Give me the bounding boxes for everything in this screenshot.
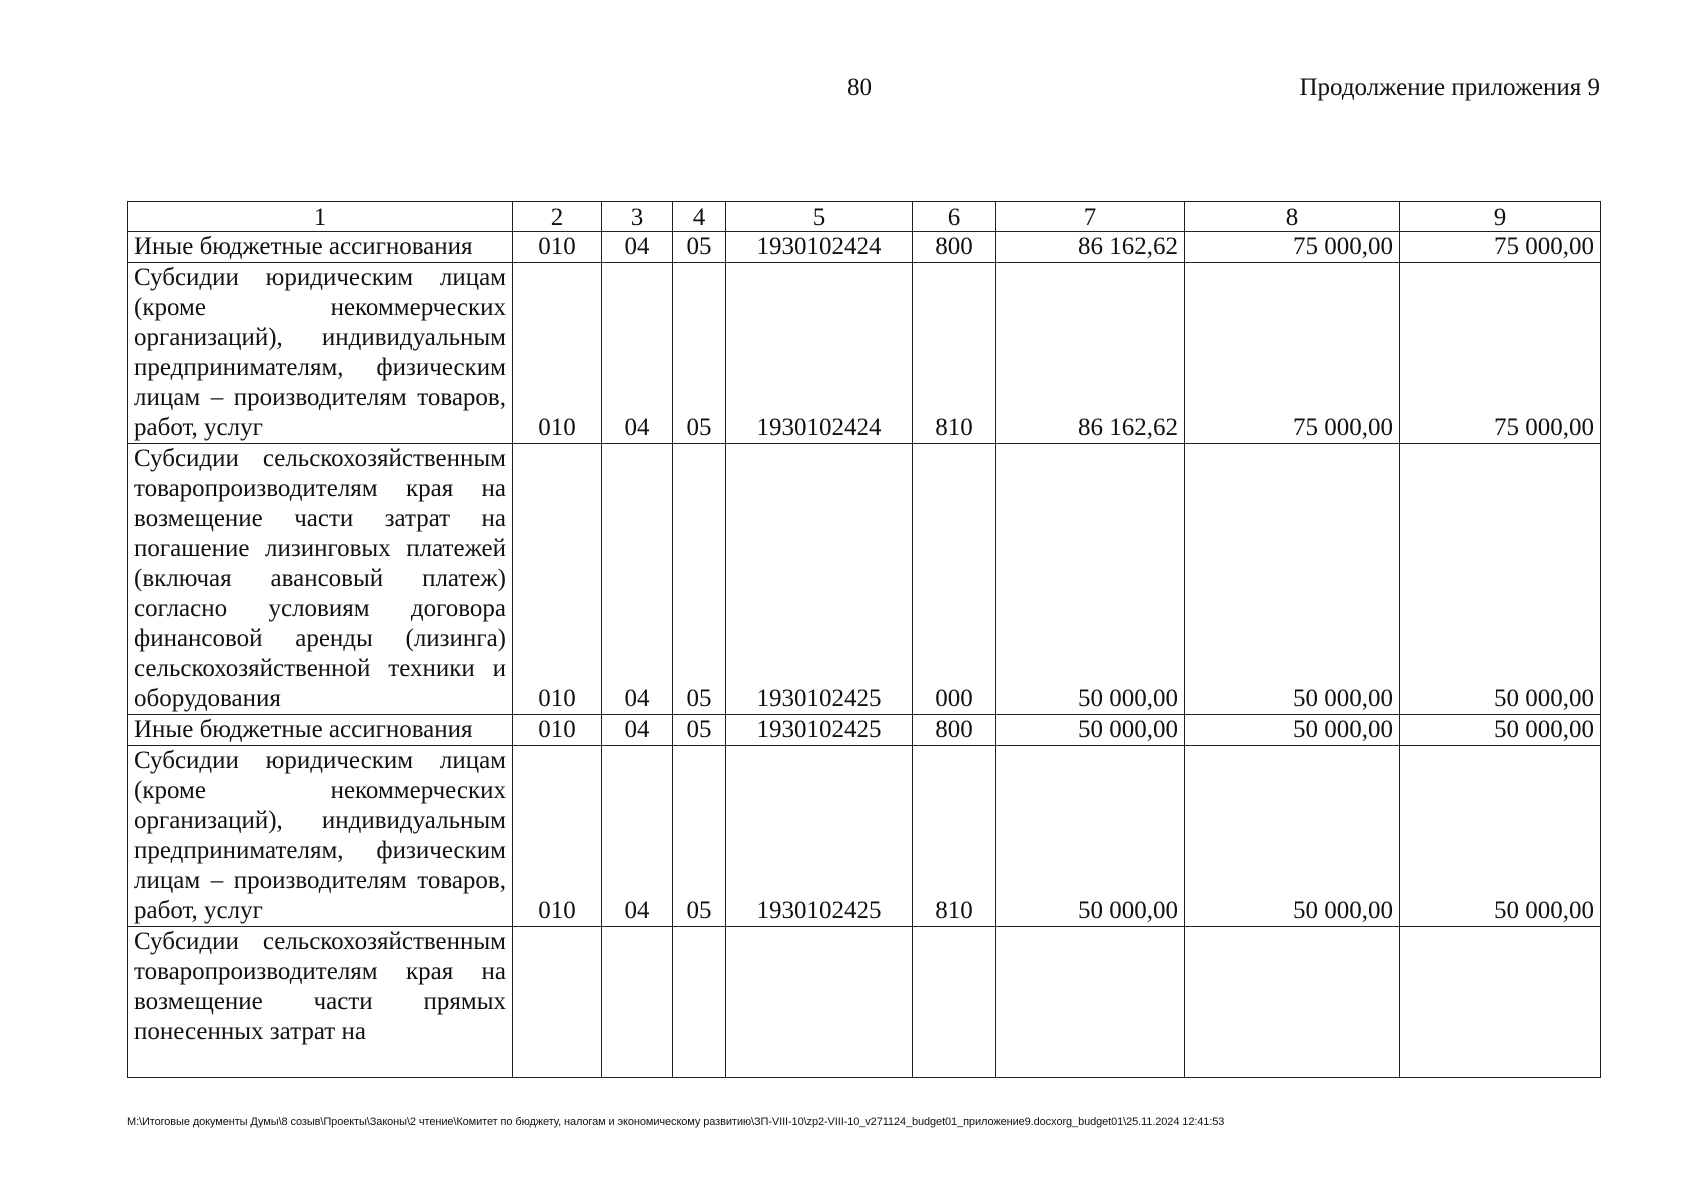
section-code-cell: 04 — [602, 444, 673, 715]
section-code-cell: 04 — [602, 746, 673, 927]
subsection-code-cell: 05 — [673, 715, 726, 746]
budget-table — [127, 201, 1601, 1078]
amount-col8-cell: 75 000,00 — [1185, 263, 1400, 444]
ministry-code-cell: 010 — [513, 746, 602, 927]
ministry-code-cell: 010 — [513, 444, 602, 715]
subsection-code-cell — [673, 927, 726, 1078]
amount-col8-cell: 50 000,00 — [1185, 746, 1400, 927]
subsection-code-cell: 05 — [673, 444, 726, 715]
section-code-cell: 04 — [602, 232, 673, 263]
expense-name-cell: Субсидии юридическим лицам (кроме некоммерческих организаций), индивидуальным предпринимателям, физическим лицам – производителям товаров, работ, услуг — [128, 746, 513, 927]
expense-type-cell: 800 — [913, 715, 996, 746]
ministry-code-cell: 010 — [513, 263, 602, 444]
amount-col8-cell — [1185, 927, 1400, 1078]
target-article-cell: 1930102424 — [726, 232, 913, 263]
column-number-row — [128, 202, 1601, 232]
table-row — [128, 746, 1601, 927]
expense-type-cell: 800 — [913, 232, 996, 263]
target-article-cell: 1930102425 — [726, 444, 913, 715]
column-header: 3 — [602, 202, 673, 232]
amount-col9-cell: 50 000,00 — [1400, 746, 1601, 927]
amount-col7-cell: 50 000,00 — [996, 444, 1185, 715]
target-article-cell: 1930102425 — [726, 715, 913, 746]
expense-type-cell: 810 — [913, 746, 996, 927]
expense-type-cell: 810 — [913, 263, 996, 444]
target-article-cell — [726, 927, 913, 1078]
column-header: 8 — [1185, 202, 1400, 232]
target-article-cell: 1930102425 — [726, 746, 913, 927]
page-number: 80 — [847, 74, 872, 101]
table-row — [128, 715, 1601, 746]
amount-col8-cell: 75 000,00 — [1185, 232, 1400, 263]
subsection-code-cell: 05 — [673, 746, 726, 927]
amount-col9-cell: 75 000,00 — [1400, 232, 1601, 263]
section-code-cell: 04 — [602, 263, 673, 444]
expense-name-cell: Иные бюджетные ассигнования — [128, 715, 513, 746]
expense-type-cell — [913, 927, 996, 1078]
table-row — [128, 444, 1601, 715]
ministry-code-cell: 010 — [513, 232, 602, 263]
amount-col7-cell: 86 162,62 — [996, 232, 1185, 263]
amount-col9-cell — [1400, 927, 1601, 1078]
column-header: 1 — [128, 202, 513, 232]
expense-name-cell: Субсидии сельскохозяйственным товаропроизводителям края на возмещение части прямых понесенных затрат на — [128, 927, 513, 1078]
column-header: 7 — [996, 202, 1185, 232]
section-code-cell: 04 — [602, 715, 673, 746]
column-header: 6 — [913, 202, 996, 232]
amount-col9-cell: 50 000,00 — [1400, 444, 1601, 715]
amount-col8-cell: 50 000,00 — [1185, 715, 1400, 746]
amount-col7-cell: 86 162,62 — [996, 263, 1185, 444]
expense-type-cell: 000 — [913, 444, 996, 715]
ministry-code-cell — [513, 927, 602, 1078]
table-row — [128, 232, 1601, 263]
amount-col7-cell — [996, 927, 1185, 1078]
subsection-code-cell: 05 — [673, 263, 726, 444]
table-row — [128, 263, 1601, 444]
amount-col8-cell: 50 000,00 — [1185, 444, 1400, 715]
expense-name-cell: Иные бюджетные ассигнования — [128, 232, 513, 263]
ministry-code-cell: 010 — [513, 715, 602, 746]
amount-col9-cell: 50 000,00 — [1400, 715, 1601, 746]
target-article-cell: 1930102424 — [726, 263, 913, 444]
appendix-caption: Продолжение приложения 9 — [1299, 74, 1600, 101]
table-row — [128, 927, 1601, 1078]
amount-col7-cell: 50 000,00 — [996, 746, 1185, 927]
column-header: 2 — [513, 202, 602, 232]
column-header: 5 — [726, 202, 913, 232]
subsection-code-cell: 05 — [673, 232, 726, 263]
expense-name-cell: Субсидии юридическим лицам (кроме некоммерческих организаций), индивидуальным предпринимателям, физическим лицам – производителям товаров, работ, услуг — [128, 263, 513, 444]
column-header: 9 — [1400, 202, 1601, 232]
expense-name-cell: Субсидии сельскохозяйственным товаропроизводителям края на возмещение части затрат на погашение лизинговых платежей (включая авансовый платеж) согласно условиям договора финансовой аренды (лизинга) сельскохозяйственной техники и оборудования — [128, 444, 513, 715]
footer-file-path: M:\Итоговые документы Думы\8 созыв\Проекты\Законы\2 чтение\Комитет по бюджету, налогам и экономическому развитию\ЗП-VIII-10\zp2-VIII-10_v271124_budget01_приложение9.docxorg_budget01\25.11.2024 12:41:53 — [127, 1116, 1225, 1128]
amount-col9-cell: 75 000,00 — [1400, 263, 1601, 444]
amount-col7-cell: 50 000,00 — [996, 715, 1185, 746]
column-header: 4 — [673, 202, 726, 232]
section-code-cell — [602, 927, 673, 1078]
